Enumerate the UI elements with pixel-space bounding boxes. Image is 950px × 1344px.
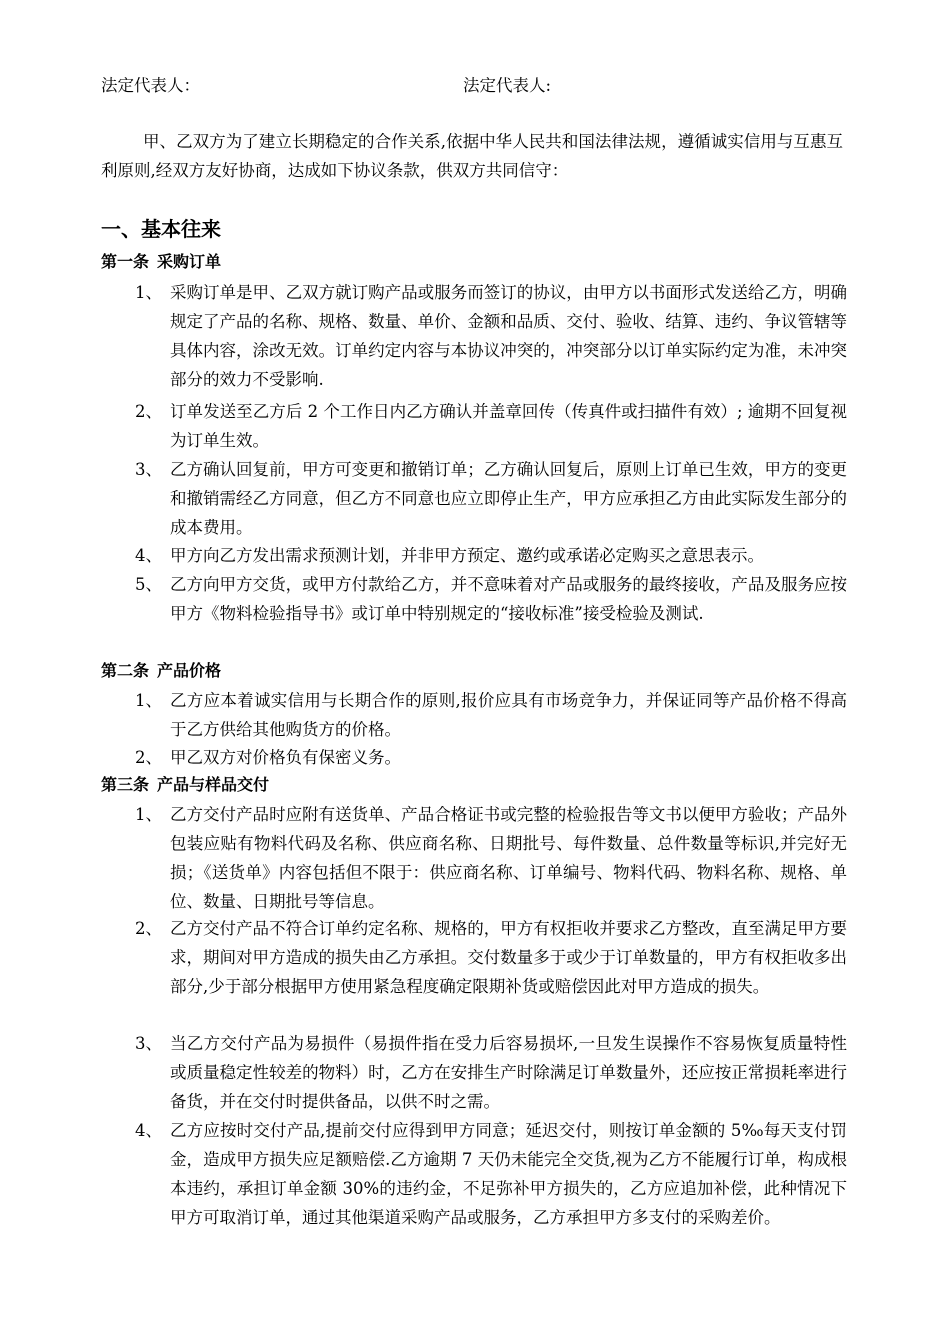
article-heading	[101, 772, 269, 795]
article-number: 第二条	[101, 661, 150, 680]
clause-text: 甲方向乙方发出需求预测计划，并非甲方预定、邀约或承诺必定购买之意思表示。	[170, 546, 764, 565]
clause-text: 乙方交付产品不符合订单约定名称、规格的，甲方有权拒收并要求乙方整改，直至满足甲方要求，期间对甲方造成的损失由乙方承担。交付数量多于或少于订单数量的，甲方有权拒收多出部分,少于部分根据甲方使用紧急程度确定限期补货或赔偿因此对甲方造成的损失。	[170, 919, 847, 996]
clause-number: 2、	[135, 748, 162, 767]
clause-text: 采购订单是甲、乙双方就订购产品或服务而签订的协议，由甲方以书面形式发送给乙方，明确规定了产品的名称、规格、数量、单价、金额和品质、交付、验收、结算、违约、争议管辖等具体内容，涂改无效。订单约定内容与本协议冲突的，冲突部分以订单实际约定为准，未冲突部分的效力不受影响.	[170, 283, 847, 389]
party-b-representative-label: 法定代表人:	[463, 76, 552, 95]
article-title: 采购订单	[157, 252, 222, 271]
clause-text: 甲乙双方对价格负有保密义务。	[170, 748, 401, 767]
clause-item	[135, 570, 847, 628]
article-title: 产品价格	[157, 661, 222, 680]
clause-text: 乙方向甲方交货，或甲方付款给乙方，并不意味着对产品或服务的最终接收，产品及服务应按甲方《物料检验指导书》或订单中特别规定的“接收标准”接受检验及测试.	[170, 575, 847, 623]
party-a-representative-label: 法定代表人：	[101, 76, 200, 95]
intro-paragraph: 甲、乙双方为了建立长期稳定的合作关系,依据中华人民共和国法律法规，遵循诚实信用与互惠互利原则,经双方友好协商，达成如下协议条款，供双方共同信守：	[101, 132, 843, 180]
clause-item	[135, 914, 847, 1001]
clause-item	[135, 397, 847, 455]
article-heading	[101, 658, 221, 681]
clause-item	[135, 686, 847, 744]
clause-item	[135, 541, 847, 570]
clause-text: 乙方应按时交付产品,提前交付应得到甲方同意；延迟交付，则按订单金额的 5‰每天支付罚金，造成甲方损失应足额赔偿.乙方逾期 7 天仍未能完全交货,视为乙方不能履行订单，构成根本违约，承担订单金额 30%的违约金，不足弥补甲方损失的，乙方应追加补偿，此种情况下甲方可取消订单，通过其他渠道采购产品或服务，乙方承担甲方多支付的采购差价。	[170, 1121, 847, 1227]
clause-number: 1、	[135, 283, 162, 302]
clause-number: 5、	[135, 575, 162, 594]
clause-number: 2、	[135, 402, 162, 421]
clause-text: 乙方确认回复前，甲方可变更和撤销订单；乙方确认回复后，原则上订单已生效，甲方的变更和撤销需经乙方同意，但乙方不同意也应立即停止生产，甲方应承担乙方由此实际发生部分的成本费用。	[170, 460, 847, 537]
clause-number: 2、	[135, 919, 162, 938]
clause-item	[135, 1029, 847, 1116]
clause-number: 1、	[135, 805, 162, 824]
article-number: 第一条	[101, 252, 150, 271]
article-heading	[101, 249, 221, 272]
clause-text: 乙方交付产品时应附有送货单、产品合格证书或完整的检验报告等文书以便甲方验收；产品外包装应贴有物料代码及名称、供应商名称、日期批号、每件数量、总件数量等标识,并完好无损；《送货单》内容包括但不限于：供应商名称、订单编号、物料代码、物料名称、规格、单位、数量、日期批号等信息。	[170, 805, 847, 911]
clause-item	[135, 455, 847, 542]
clause-item	[135, 743, 847, 772]
clause-item	[135, 278, 847, 394]
article-title: 产品与样品交付	[157, 775, 270, 794]
clause-item	[135, 800, 847, 916]
clause-text: 乙方应本着诚实信用与长期合作的原则,报价应具有市场竞争力，并保证同等产品价格不得高于乙方供给其他购货方的价格。	[170, 691, 847, 739]
clause-number: 3、	[135, 460, 162, 479]
clause-text: 订单发送至乙方后 2 个工作日内乙方确认并盖章回传（传真件或扫描件有效）; 逾期不回复视为订单生效。	[170, 402, 847, 450]
clause-number: 1、	[135, 691, 162, 710]
clause-text: 当乙方交付产品为易损件（易损件指在受力后容易损坏,一旦发生误操作不容易恢复质量特性或质量稳定性较差的物料）时，乙方在安排生产时除满足订单数量外，还应按正常损耗率进行备货，并在交付时提供备品，以供不时之需。	[170, 1034, 847, 1111]
clause-number: 4、	[135, 546, 162, 565]
section-title: 一、基本往来	[101, 217, 221, 241]
clause-number: 3、	[135, 1034, 162, 1053]
legal-representative-row	[101, 72, 861, 100]
article-number: 第三条	[101, 775, 150, 794]
clause-item	[135, 1116, 847, 1232]
clause-number: 4、	[135, 1121, 162, 1140]
